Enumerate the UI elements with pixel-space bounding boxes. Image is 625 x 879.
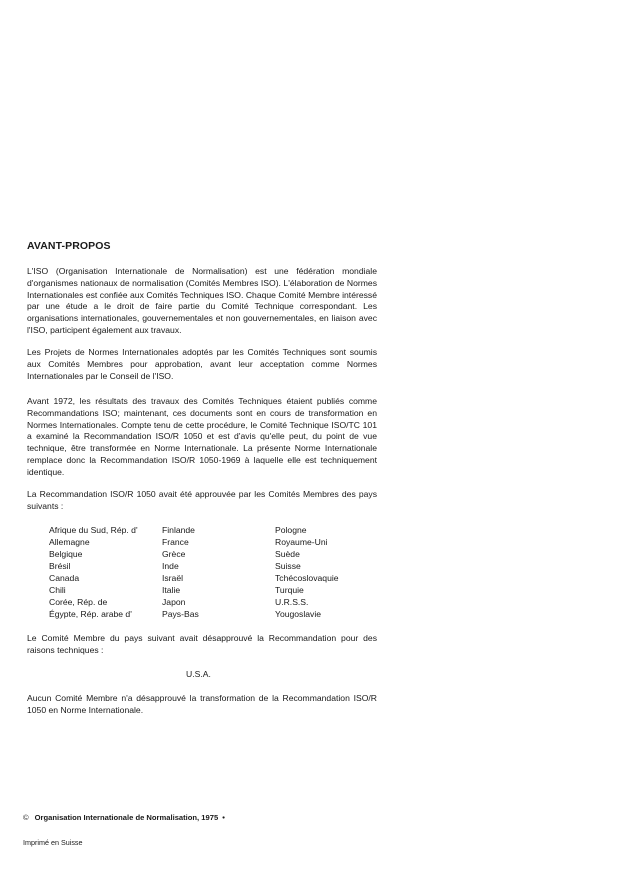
country-item: Inde [162, 561, 179, 571]
copyright-notice [23, 813, 225, 822]
countries-column-2 [162, 524, 199, 620]
country-item: Yougoslavie [275, 609, 322, 619]
country-item: Pologne [275, 525, 307, 535]
countries-column-1 [49, 524, 138, 620]
printed-in: Imprimé en Suisse [23, 838, 83, 847]
country-item: Pays-Bas [162, 609, 199, 619]
country-item: Chili [49, 585, 66, 595]
copyright-symbol: © [23, 813, 29, 822]
paragraph-transformation: Aucun Comité Membre n'a désapprouvé la transformation de la Recommandation ISO/R 1050 en Norme Internationale. [27, 693, 377, 715]
country-item: Royaume-Uni [275, 537, 328, 547]
country-item: Belgique [49, 549, 83, 559]
country-item: Finlande [162, 525, 195, 535]
paragraph-draft-standards: Les Projets de Normes Internationales adoptés par les Comités Techniques sont soumis aux Comités Membres pour approbation, avant leur acceptation comme Normes Internationales par le Conseil de l'ISO. [27, 347, 377, 381]
paragraph-history: Avant 1972, les résultats des travaux des Comités Techniques étaient publiés comme Recommandations ISO; maintenant, ces documents sont en cours de transformation en Normes Internationales. Compte tenu de cette procédure, le Comité Technique ISO/TC 101 a examiné la Recommandation ISO/R 1050 et est d'avis qu'elle peut, du point de vue technique, être transformée en Norme Internationale. La présente Norme Internationale remplace donc la Recommandation ISO/R 1050-1969 à laquelle elle est techniquement identique. [27, 396, 377, 477]
country-item: U.R.S.S. [275, 597, 309, 607]
country-item: Corée, Rép. de [49, 597, 108, 607]
countries-column-3 [275, 524, 339, 620]
country-item: Allemagne [49, 537, 90, 547]
country-item: Suisse [275, 561, 301, 571]
paragraph-disapproval: Le Comité Membre du pays suivant avait désapprouvé la Recommandation pour des raisons techniques : [27, 633, 377, 655]
copyright-text: Organisation Internationale de Normalisation, 1975 [34, 813, 219, 822]
country-item: Égypte, Rép. arabe d' [49, 609, 132, 619]
country-item: Israël [162, 573, 184, 583]
paragraph-approval: La Recommandation ISO/R 1050 avait été approuvée par les Comités Membres des pays suivants : [27, 489, 377, 511]
country-item: Tchécoslovaquie [275, 573, 339, 583]
country-item: Afrique du Sud, Rép. d' [49, 525, 138, 535]
country-item: Japon [162, 597, 186, 607]
bullet-icon: • [222, 813, 225, 822]
country-item: Suède [275, 549, 300, 559]
country-item: France [162, 537, 189, 547]
paragraph-iso-intro: L'ISO (Organisation Internationale de Normalisation) est une fédération mondiale d'organismes nationaux de normalisation (Comités Membres ISO). L'élaboration de Normes Internationales est confiée aux Comités Techniques ISO. Chaque Comité Membre intéressé par une étude a le droit de faire partie du Comité Technique correspondant. Les organisations internationales, gouvernementales et non gouvernementales, en liaison avec l'ISO, participent également aux travaux. [27, 266, 377, 335]
section-heading: AVANT-PROPOS [27, 240, 111, 252]
country-item: Turquie [275, 585, 304, 595]
country-item: Italie [162, 585, 181, 595]
country-item: Grèce [162, 549, 186, 559]
disapproving-country: U.S.A. [186, 669, 211, 679]
country-item: Canada [49, 573, 80, 583]
country-item: Brésil [49, 561, 71, 571]
